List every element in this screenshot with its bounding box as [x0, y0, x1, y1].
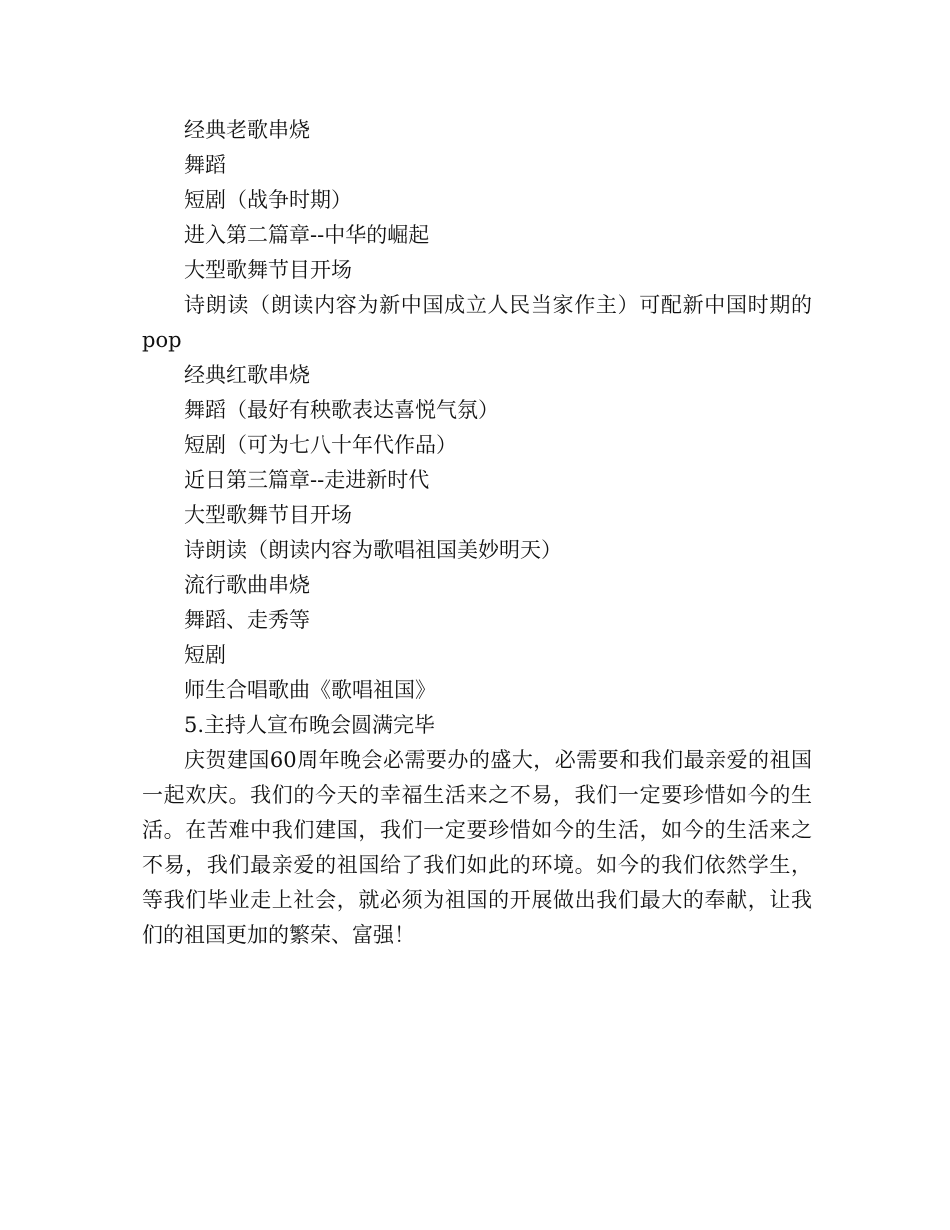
chapter-heading: 进入第二篇章--中华的崛起: [184, 223, 430, 247]
program-line: 师生合唱歌曲《歌唱祖国》: [184, 678, 436, 702]
numbered-step: 5.主持人宣布晚会圆满完毕: [184, 713, 436, 737]
closing-paragraph: 庆贺建国60周年晚会必需要办的盛大，必需要和我们最亲爱的祖国一起欢庆。我们的今天的幸福生活来之不易，我们一定要珍惜如今的生活。在苦难中我们建国，我们一定要珍惜如今的生活，如今的生活来之不易，我们最亲爱的祖国给了我们如此的环境。如今的我们依然学生，等我们毕业走上社会，就必须为祖国的开展做出我们最大的奉献，让我们的祖国更加的繁荣、富强！: [142, 748, 812, 947]
program-line: 大型歌舞节目开场: [184, 503, 352, 527]
program-line: 舞蹈: [184, 153, 226, 177]
program-line: 短剧（战争时期）: [184, 188, 352, 212]
program-line: 经典红歌串烧: [184, 363, 310, 387]
program-line: 大型歌舞节目开场: [184, 258, 352, 282]
program-line: 舞蹈（最好有秧歌表达喜悦气氛）: [184, 398, 499, 422]
chapter-heading: 近日第三篇章--走进新时代: [184, 468, 430, 492]
document-body: [142, 113, 812, 953]
program-line: 短剧: [184, 643, 226, 667]
program-line: 经典老歌串烧: [184, 118, 310, 142]
poem-paragraph: 诗朗读（朗读内容为新中国成立人民当家作主）可配新中国时期的pop: [142, 293, 812, 352]
program-line: 舞蹈、走秀等: [184, 608, 310, 632]
program-line: 诗朗读（朗读内容为歌唱祖国美妙明天）: [184, 538, 562, 562]
program-line: 短剧（可为七八十年代作品）: [184, 433, 457, 457]
program-line: 流行歌曲串烧: [184, 573, 310, 597]
